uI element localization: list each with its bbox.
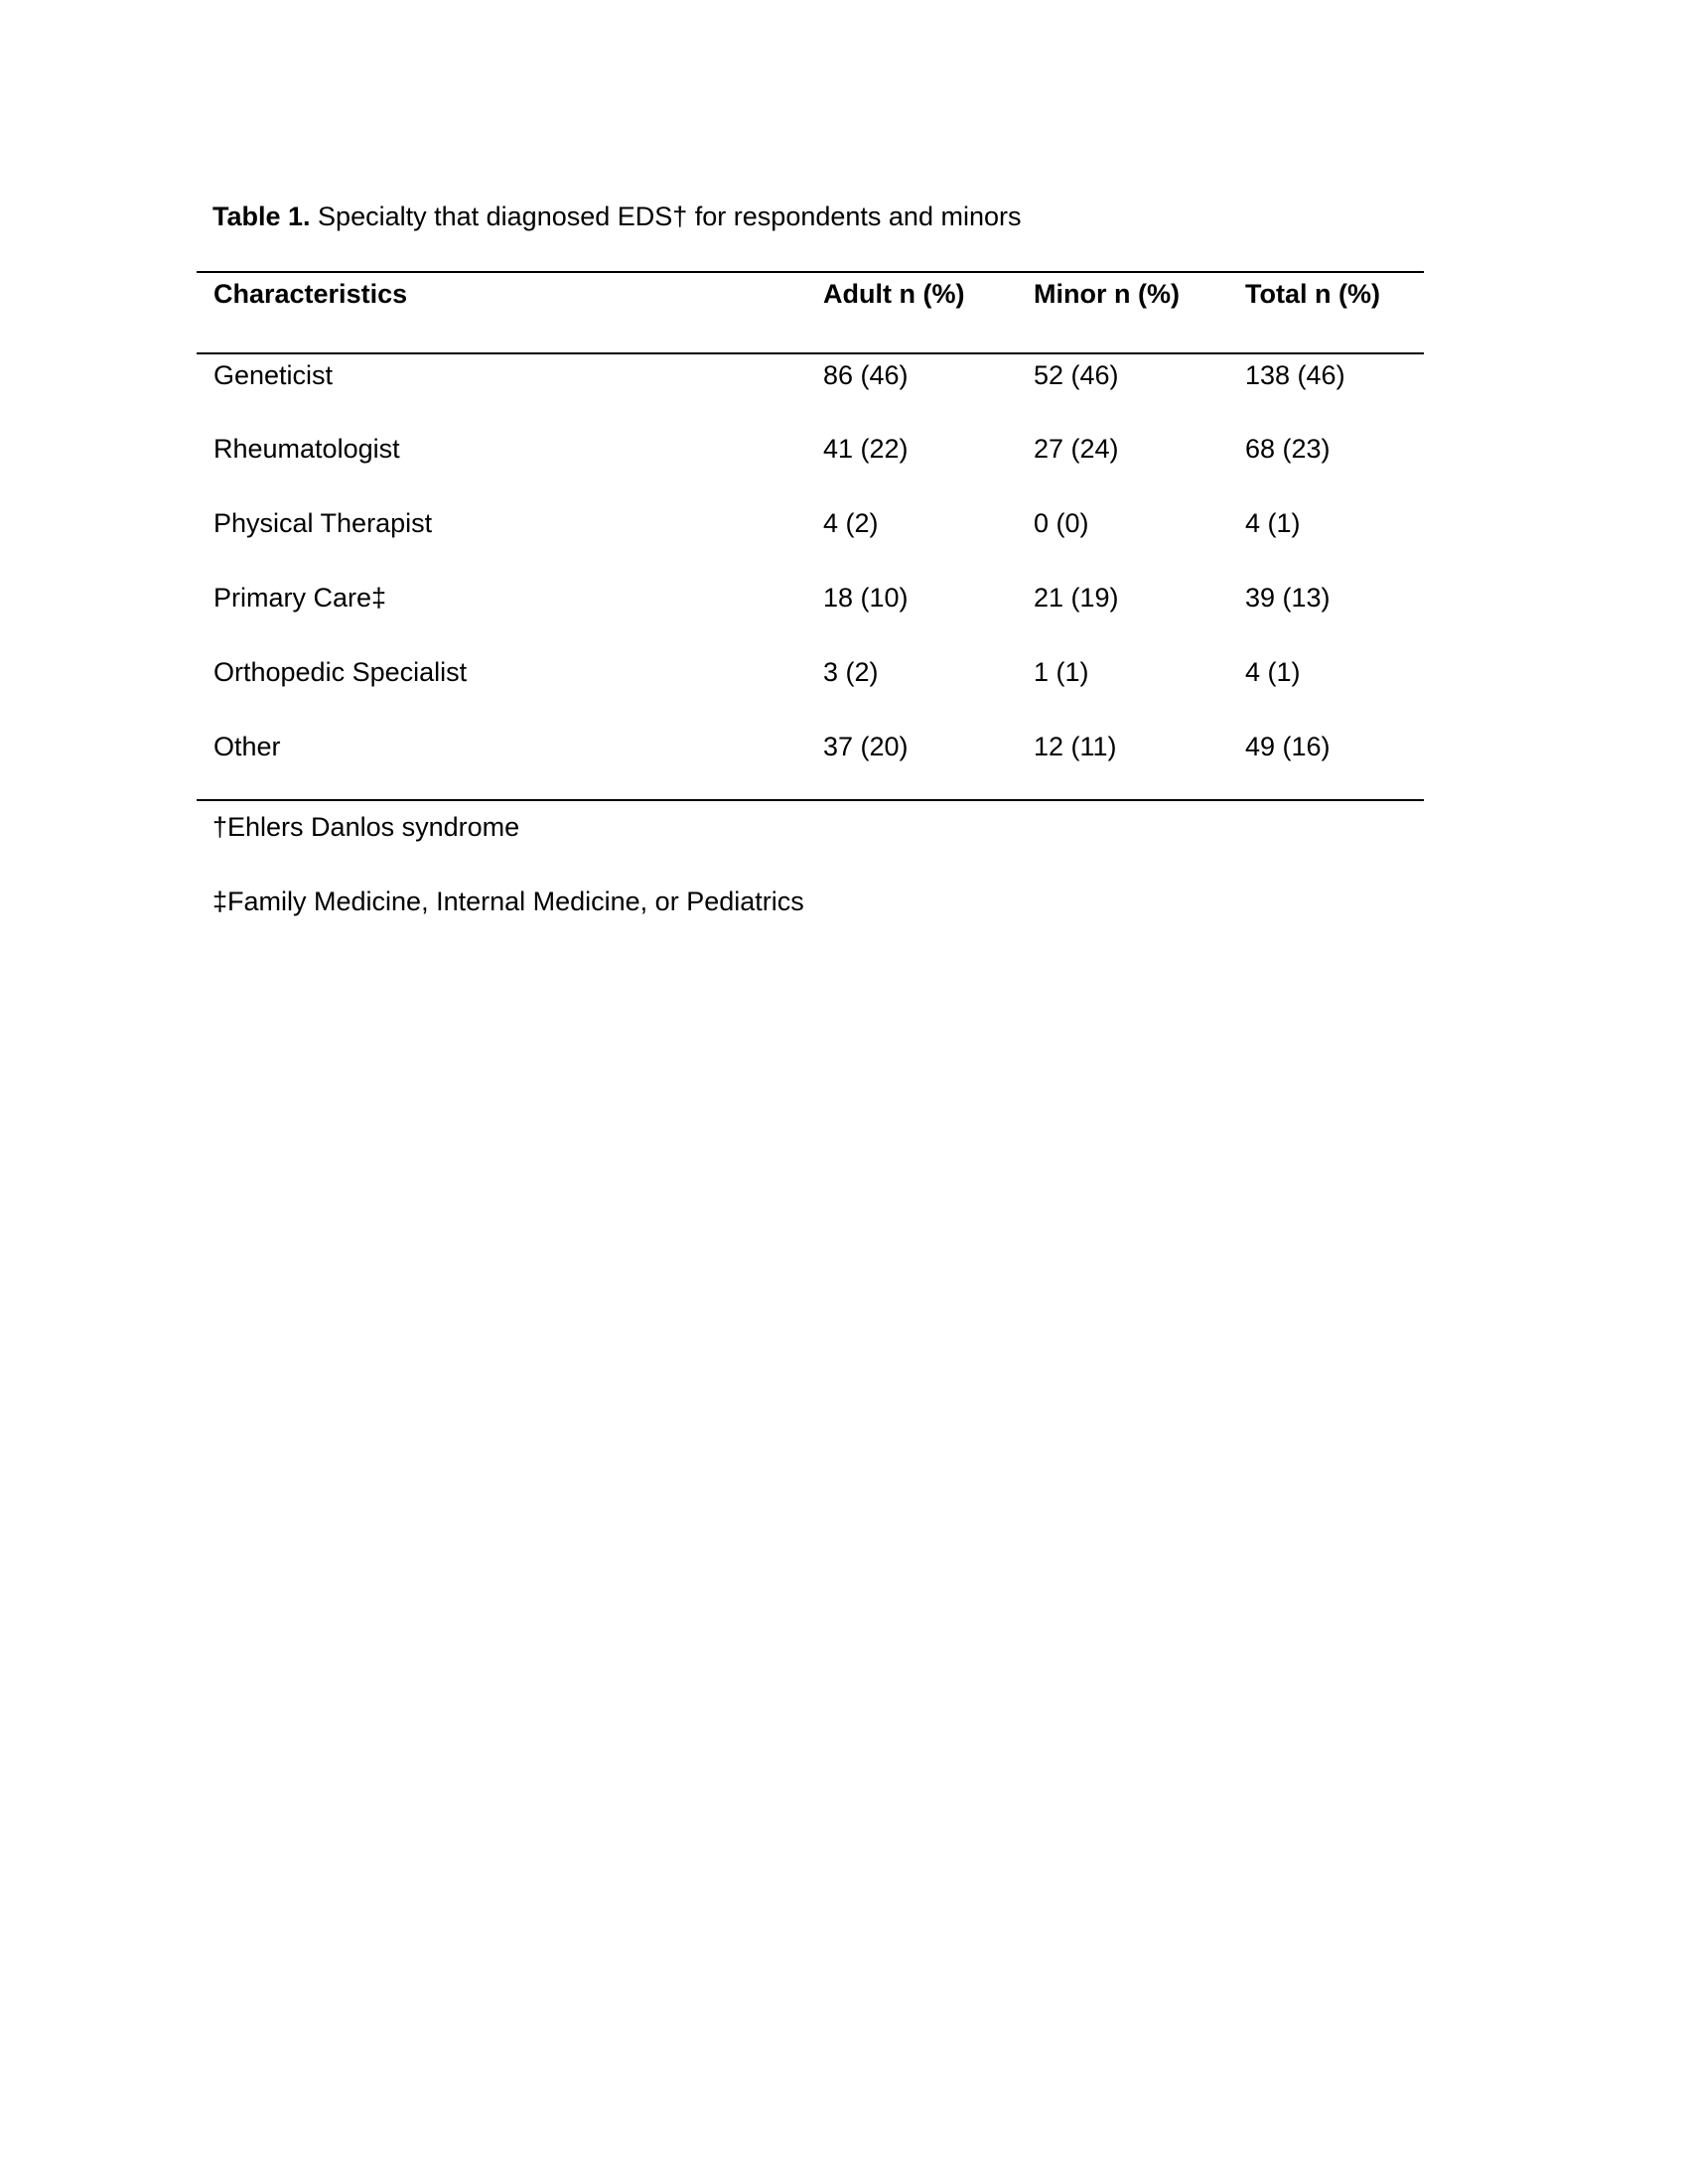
header-characteristics: Characteristics	[213, 279, 408, 309]
row-total: 4 (1)	[1245, 657, 1301, 687]
row-adult: 37 (20)	[823, 732, 909, 761]
table-row	[197, 428, 1424, 502]
row-total: 68 (23)	[1245, 434, 1331, 464]
row-total: 49 (16)	[1245, 732, 1331, 761]
header-minor: Minor n (%)	[1034, 279, 1180, 309]
row-characteristic: Rheumatologist	[213, 434, 400, 464]
table-body	[197, 353, 1424, 800]
table-caption-text: Specialty that diagnosed EDS† for respondents and minors	[310, 202, 1022, 231]
table-container	[197, 271, 1424, 801]
row-adult: 18 (10)	[823, 583, 909, 613]
specialty-table	[197, 271, 1424, 801]
table-row	[197, 353, 1424, 428]
row-characteristic: Other	[213, 732, 281, 761]
footnote-double-dagger: ‡Family Medicine, Internal Medicine, or Pediatrics	[212, 887, 804, 916]
row-minor: 27 (24)	[1034, 434, 1119, 464]
row-adult: 41 (22)	[823, 434, 909, 464]
table-header	[197, 272, 1424, 353]
table-caption-label: Table 1.	[212, 202, 311, 231]
row-minor: 0 (0)	[1034, 508, 1089, 538]
row-total: 39 (13)	[1245, 583, 1331, 613]
header-total: Total n (%)	[1245, 279, 1380, 309]
table-footnotes	[212, 790, 804, 939]
row-total: 138 (46)	[1245, 360, 1345, 390]
header-adult: Adult n (%)	[823, 279, 965, 309]
row-total: 4 (1)	[1245, 508, 1301, 538]
row-characteristic: Orthopedic Specialist	[213, 657, 468, 687]
row-minor: 1 (1)	[1034, 657, 1089, 687]
row-adult: 86 (46)	[823, 360, 909, 390]
table-row	[197, 577, 1424, 651]
row-minor: 12 (11)	[1034, 732, 1117, 761]
row-characteristic: Geneticist	[213, 360, 334, 390]
table-row	[197, 651, 1424, 726]
row-characteristic: Primary Care‡	[213, 583, 387, 613]
footnote-dagger: †Ehlers Danlos syndrome	[212, 812, 520, 842]
row-characteristic: Physical Therapist	[213, 508, 433, 538]
row-minor: 21 (19)	[1034, 583, 1119, 613]
table-row	[197, 726, 1424, 800]
row-minor: 52 (46)	[1034, 360, 1119, 390]
row-adult: 4 (2)	[823, 508, 879, 538]
row-adult: 3 (2)	[823, 657, 879, 687]
table-header-row	[197, 272, 1424, 353]
table-caption	[212, 197, 1021, 236]
table-row	[197, 502, 1424, 577]
